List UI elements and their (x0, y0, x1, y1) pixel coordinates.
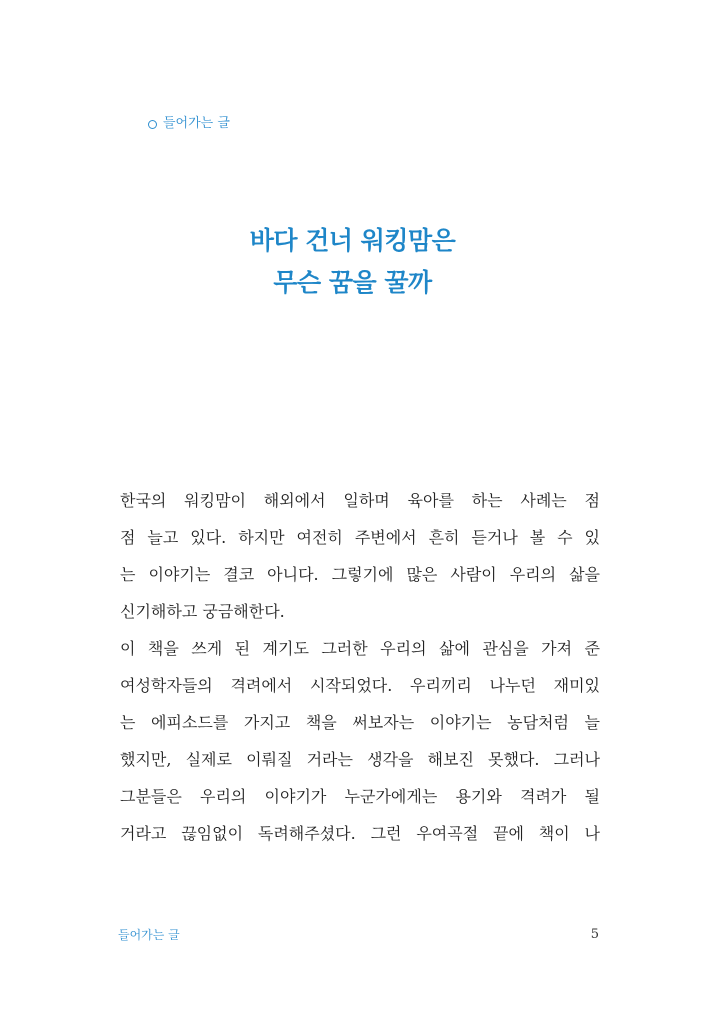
body-text (120, 482, 600, 852)
body-line: 는 이야기는 결코 아니다. 그렇기에 많은 사람이 우리의 삶을 (120, 565, 600, 584)
body-line: 점 늘고 있다. 하지만 여전히 주변에서 흔히 듣거나 볼 수 있 (120, 528, 600, 547)
body-line: 거라고 끊임없이 독려해주셨다. 그런 우여곡절 끝에 책이 나 (120, 824, 600, 843)
chapter-title (0, 220, 705, 304)
body-line: 했지만, 실제로 이뤄질 거라는 생각을 해보진 못했다. 그러나 (120, 750, 600, 769)
body-line: 신기해하고 궁금해한다. (120, 602, 285, 621)
footer-section-label: 들어가는 글 (118, 928, 180, 942)
page-number: 5 (590, 927, 599, 942)
body-line: 한국의 워킹맘이 해외에서 일하며 육아를 하는 사례는 점 (120, 491, 600, 510)
body-line: 는 에피소드를 가지고 책을 써보자는 이야기는 농담처럼 늘 (120, 713, 600, 732)
circle-icon (148, 120, 157, 129)
body-line: 여성학자들의 격려에서 시작되었다. 우리끼리 나누던 재미있 (120, 676, 600, 695)
chapter-title-line-2: 무슨 꿈을 꿀까 (273, 268, 432, 297)
section-header-label: 들어가는 글 (163, 116, 230, 131)
body-line: 이 책을 쓰게 된 계기도 그러한 우리의 삶에 관심을 가져 준 (120, 639, 600, 658)
section-header (148, 114, 230, 134)
body-line: 그분들은 우리의 이야기가 누군가에게는 용기와 격려가 될 (120, 787, 600, 806)
chapter-title-line-1: 바다 건너 워킹맘은 (249, 226, 456, 255)
